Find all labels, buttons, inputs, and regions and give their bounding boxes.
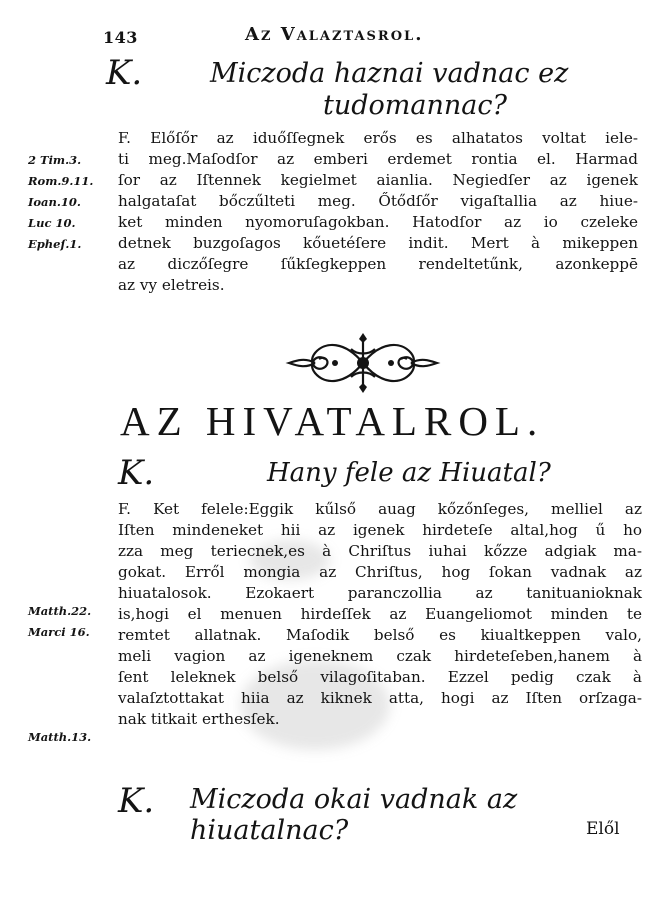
text-line: az vy eletreis.: [118, 276, 225, 294]
answer-paragraph-1: [118, 128, 638, 296]
text-line: meli vagion az igeneknem czak hirdeteſeben,hanem à: [118, 647, 642, 665]
question-heading-line-2: tudomannac?: [323, 90, 507, 121]
margin-references-1: [28, 150, 93, 255]
section-title: AZ HIVATALROL.: [120, 398, 545, 444]
ornament-flourish-icon: [285, 331, 441, 395]
text-line: zza meg teriecnek,es à Chriſtus iuhai kőzze adgiak ma-: [118, 542, 642, 560]
text-line: ſor az Iſtennek kegielmet aianlia. Negiedſer az igenek: [118, 171, 638, 189]
text-line: F. Előſőr az iduőſſegnek erős es alhatatos voltat iele-: [118, 129, 638, 147]
text-line: detnek buzgoſagos kőuetéſere indit. Mert à mikeppen: [118, 234, 638, 252]
text-line: gokat. Erről mongia az Chriſtus, hog ſokan vadnak az: [118, 563, 642, 581]
question-heading-line-1: Miczoda haznai vadnac ez: [210, 58, 569, 89]
text-line: ket minden nyomoruſagokban. Hatodſor az io czeleke: [118, 213, 638, 231]
text-line: remtet allatnak. Maſodik belső es kiualtkeppen valo,: [118, 626, 642, 644]
margin-references-2: [28, 601, 91, 643]
question-marker: K.: [118, 781, 155, 821]
question-heading: Miczoda okai vadnak az hiuatalnac?: [190, 784, 518, 846]
page-number: 143: [103, 28, 138, 47]
margin-reference: Ioan.10.: [28, 195, 81, 209]
margin-reference: 2 Tim.3.: [28, 153, 82, 167]
question-heading: Hany fele az Hiuatal?: [267, 458, 551, 488]
answer-paragraph-2: [118, 499, 642, 730]
text-line: hiuatalosok. Ezokaert paranczollia az tanituanioknak: [118, 584, 642, 602]
text-line: is,hogi el menuen hirdeſſek az Euangeliomot minden te: [118, 605, 642, 623]
question-marker: K.: [106, 53, 143, 93]
text-line: valaſztottakat hiia az kiknek atta, hogi az Iſten orſzaga-: [118, 689, 642, 707]
margin-reference: Rom.9.11.: [28, 174, 94, 188]
running-head: Az Valaztasrol.: [245, 24, 424, 45]
catchword: Elől: [586, 819, 620, 839]
margin-references-3: [28, 727, 91, 748]
margin-reference: Marci 16.: [28, 625, 90, 639]
question-marker: K.: [118, 453, 155, 493]
text-line: ti meg.Maſodſor az emberi erdemet rontia el. Harmad: [118, 150, 638, 168]
text-line: F. Ket felele:Eggik kűlső auag kőzőnſeges, melliel az: [118, 500, 642, 518]
text-line: az diczőſegre ſűkſegkeppen rendeltetűnk, azonkeppē: [118, 255, 638, 273]
text-line: ſent leleknek belső vilagoſitaban. Ezzel pedig czak à: [118, 668, 642, 686]
text-line: nak titkait erthesſek.: [118, 710, 280, 728]
margin-reference: Matth.22.: [28, 604, 92, 618]
margin-reference: Matth.13.: [28, 730, 92, 744]
margin-reference: Epheſ.1.: [28, 237, 82, 251]
text-line: halgataſat bőczűlteti meg. Őtődſőr vigaſtallia az hiue-: [118, 192, 638, 210]
margin-reference: Luc 10.: [28, 216, 76, 230]
text-line: Iſten mindeneket hii az igenek hirdeteſe altal,hog ű ho: [118, 521, 642, 539]
